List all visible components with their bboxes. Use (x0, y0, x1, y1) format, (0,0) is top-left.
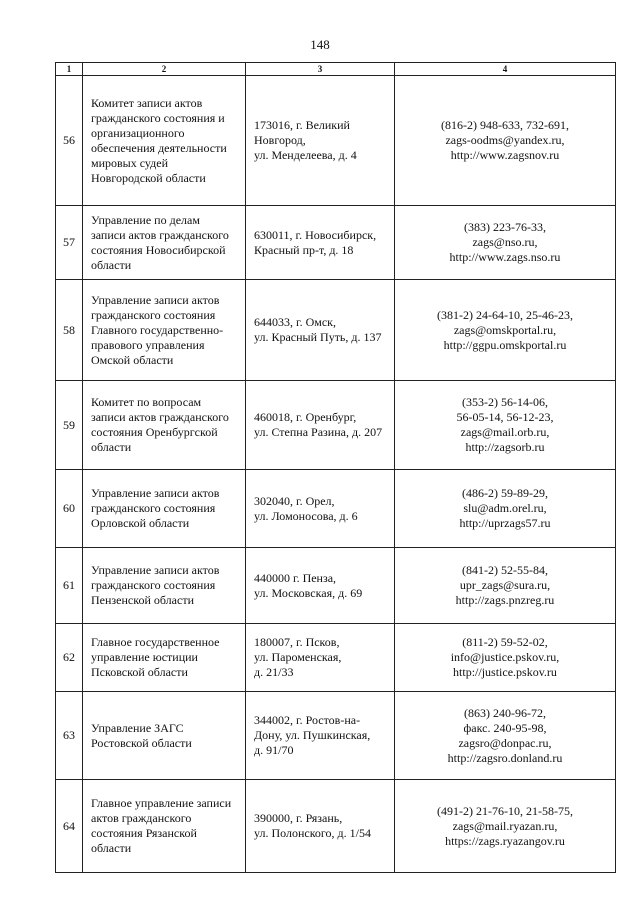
contact-info-line: http://zagsorb.ru (465, 440, 545, 454)
postal-address-line: ул. Пароменская, (254, 650, 342, 664)
table-row (56, 692, 616, 780)
contact-info-line: http://justice.pskov.ru (453, 665, 557, 679)
postal-address-line: ул. Степна Разина, д. 207 (254, 425, 383, 439)
organization-name-line: Омской области (91, 352, 174, 367)
postal-address-line: 440000 г. Пенза, (254, 570, 337, 585)
organization-name (83, 624, 246, 692)
table-row (56, 548, 616, 624)
postal-address-line: Красный пр-т, д. 18 (254, 242, 354, 257)
postal-address-line: 302040, г. Орел, (254, 493, 335, 508)
column-header-3: 3 (246, 63, 395, 76)
contact-info (395, 280, 616, 381)
row-number: 60 (56, 470, 83, 548)
organization-name (83, 692, 246, 780)
postal-address (246, 692, 395, 780)
postal-address (246, 206, 395, 280)
table-row (56, 624, 616, 692)
organization-name (83, 381, 246, 470)
contact-info-line: (863) 240-96-72, (464, 705, 546, 720)
contact-info-line: (353-2) 56-14-06, (462, 395, 548, 409)
organization-name (83, 206, 246, 280)
contact-info-line: факс. 240-95-98, (463, 720, 547, 735)
postal-address-line: 173016, г. Великий (254, 118, 350, 132)
organization-name-line: области (91, 440, 132, 454)
organization-name-line: гражданского состояния (91, 307, 216, 322)
contact-info (395, 206, 616, 280)
organization-name-line: состояния Оренбургской (91, 425, 218, 439)
organization-name-line: мировых судей (91, 155, 169, 170)
postal-address-line: ул. Менделеева, д. 4 (254, 148, 357, 162)
postal-address-line: ул. Ломоносова, д. 6 (254, 508, 358, 523)
postal-address-line: д. 91/70 (254, 743, 294, 757)
contact-info-line: upr_zags@sura.ru, (459, 578, 551, 592)
organization-name (83, 470, 246, 548)
contact-info-line: (816-2) 948-633, 732-691, (441, 118, 569, 132)
table-header (56, 63, 616, 76)
postal-address (246, 470, 395, 548)
postal-address (246, 381, 395, 470)
organization-name-line: гражданского состояния (91, 578, 216, 592)
organization-name (83, 76, 246, 206)
contact-info-line: info@justice.pskov.ru, (450, 650, 560, 664)
contact-info (395, 548, 616, 624)
column-header-1: 1 (56, 63, 83, 76)
contact-info-line: zags@nso.ru, (472, 235, 538, 249)
organization-name-line: обеспечения деятельности (91, 140, 227, 155)
contact-info-line: zags@mail.ryazan.ru, (452, 818, 558, 833)
row-number: 63 (56, 692, 83, 780)
contact-info-line: (381-2) 24-64-10, 25-46-23, (437, 307, 573, 322)
organization-name-line: Комитет по вопросам (91, 395, 202, 409)
organization-name-line: области (91, 257, 132, 272)
contact-info-line: zags-oodms@yandex.ru, (445, 133, 565, 147)
organization-name-line: Управление записи актов (91, 292, 220, 307)
table-row (56, 780, 616, 873)
postal-address-line: 390000, г. Рязань, (254, 811, 343, 825)
table-row (56, 381, 616, 470)
contact-info-line: 56-05-14, 56-12-23, (456, 410, 554, 424)
organization-name-line: Главное управление записи (91, 796, 232, 810)
organization-name-line: Главного государственно- (91, 322, 224, 337)
organization-name (83, 780, 246, 873)
postal-address-line: ул. Московская, д. 69 (254, 585, 363, 600)
contact-info-line: (383) 223-76-33, (464, 220, 546, 234)
table-row (56, 280, 616, 381)
contact-info (395, 692, 616, 780)
postal-address (246, 76, 395, 206)
postal-address-line: ул. Полонского, д. 1/54 (254, 826, 371, 840)
organization-name-line: записи актов гражданского (91, 410, 229, 424)
organization-name-line: Псковской области (91, 665, 188, 679)
contact-info-line: (841-2) 52-55-84, (462, 563, 548, 577)
postal-address-line: 180007, г. Псков, (254, 635, 340, 649)
postal-address-line: 630011, г. Новосибирск, (254, 227, 377, 242)
table-row (56, 206, 616, 280)
contact-info (395, 76, 616, 206)
organization-name-line: области (91, 841, 132, 855)
postal-address (246, 548, 395, 624)
postal-address (246, 280, 395, 381)
row-number: 62 (56, 624, 83, 692)
organization-name (83, 548, 246, 624)
contact-info-line: (491-2) 21-76-10, 21-58-75, (437, 803, 573, 818)
contact-info (395, 470, 616, 548)
contact-info-line: http://zagsro.donland.ru (447, 750, 563, 765)
organization-name-line: Управление записи актов (91, 563, 220, 577)
table-body (56, 76, 616, 873)
row-number: 56 (56, 76, 83, 206)
registry-table (55, 62, 616, 873)
postal-address-line: Новгород, (254, 133, 306, 147)
contact-info (395, 381, 616, 470)
row-number: 64 (56, 780, 83, 873)
contact-info-line: (811-2) 59-52-02, (462, 635, 548, 649)
column-header-4: 4 (395, 63, 616, 76)
organization-name-line: состояния Рязанской (91, 826, 197, 840)
contact-info-line: slu@adm.orel.ru, (463, 501, 547, 515)
row-number: 59 (56, 381, 83, 470)
contact-info-line: zags@omskportal.ru, (453, 322, 557, 337)
contact-info-line: zagsro@donpac.ru, (458, 735, 552, 750)
contact-info-line: http://uprzags57.ru (459, 516, 551, 530)
contact-info-line: (486-2) 59-89-29, (462, 486, 548, 500)
organization-name-line: управление юстиции (91, 650, 198, 664)
organization-name (83, 280, 246, 381)
contact-info-line: http://zags.pnzreg.ru (455, 593, 555, 607)
postal-address-line: Дону, ул. Пушкинская, (254, 728, 371, 742)
page-number: 148 (310, 37, 330, 52)
organization-name-line: Ростовской области (91, 735, 192, 750)
organization-name-line: правового управления (91, 337, 205, 352)
table-row (56, 76, 616, 206)
organization-name-line: Пензенской области (91, 593, 194, 607)
organization-name-line: организационного (91, 125, 185, 140)
row-number: 61 (56, 548, 83, 624)
contact-info-line: http://www.zagsnov.ru (450, 148, 560, 162)
postal-address (246, 780, 395, 873)
postal-address-line: 460018, г. Оренбург, (254, 410, 357, 424)
contact-info (395, 780, 616, 873)
postal-address (246, 624, 395, 692)
organization-name-line: записи актов гражданского (91, 227, 229, 242)
contact-info-line: http://ggpu.omskportal.ru (443, 337, 567, 352)
postal-address-line: 344002, г. Ростов-на- (254, 713, 361, 727)
contact-info-line: http://www.zags.nso.ru (449, 250, 561, 264)
postal-address-line: ул. Красный Путь, д. 137 (254, 330, 382, 344)
contact-info-line: https://zags.ryazangov.ru (445, 833, 565, 848)
organization-name-line: Комитет записи актов (91, 95, 203, 110)
organization-name-line: Орловской области (91, 516, 190, 530)
organization-name-line: актов гражданского (91, 811, 192, 825)
postal-address-line: 644033, г. Омск, (254, 315, 336, 329)
column-header-2: 2 (83, 63, 246, 76)
organization-name-line: гражданского состояния (91, 501, 216, 515)
table-row (56, 470, 616, 548)
organization-name-line: состояния Новосибирской (91, 242, 226, 257)
organization-name-line: Главное государственное (91, 635, 220, 649)
row-number: 57 (56, 206, 83, 280)
organization-name-line: гражданского состояния и (91, 110, 225, 125)
organization-name-line: Управление записи актов (91, 486, 220, 500)
organization-name-line: Новгородской области (91, 170, 206, 185)
organization-name-line: Управление ЗАГС (91, 720, 184, 735)
contact-info-line: zags@mail.orb.ru, (460, 425, 550, 439)
row-number: 58 (56, 280, 83, 381)
organization-name-line: Управление по делам (91, 212, 200, 227)
contact-info (395, 624, 616, 692)
postal-address-line: д. 21/33 (254, 665, 294, 679)
